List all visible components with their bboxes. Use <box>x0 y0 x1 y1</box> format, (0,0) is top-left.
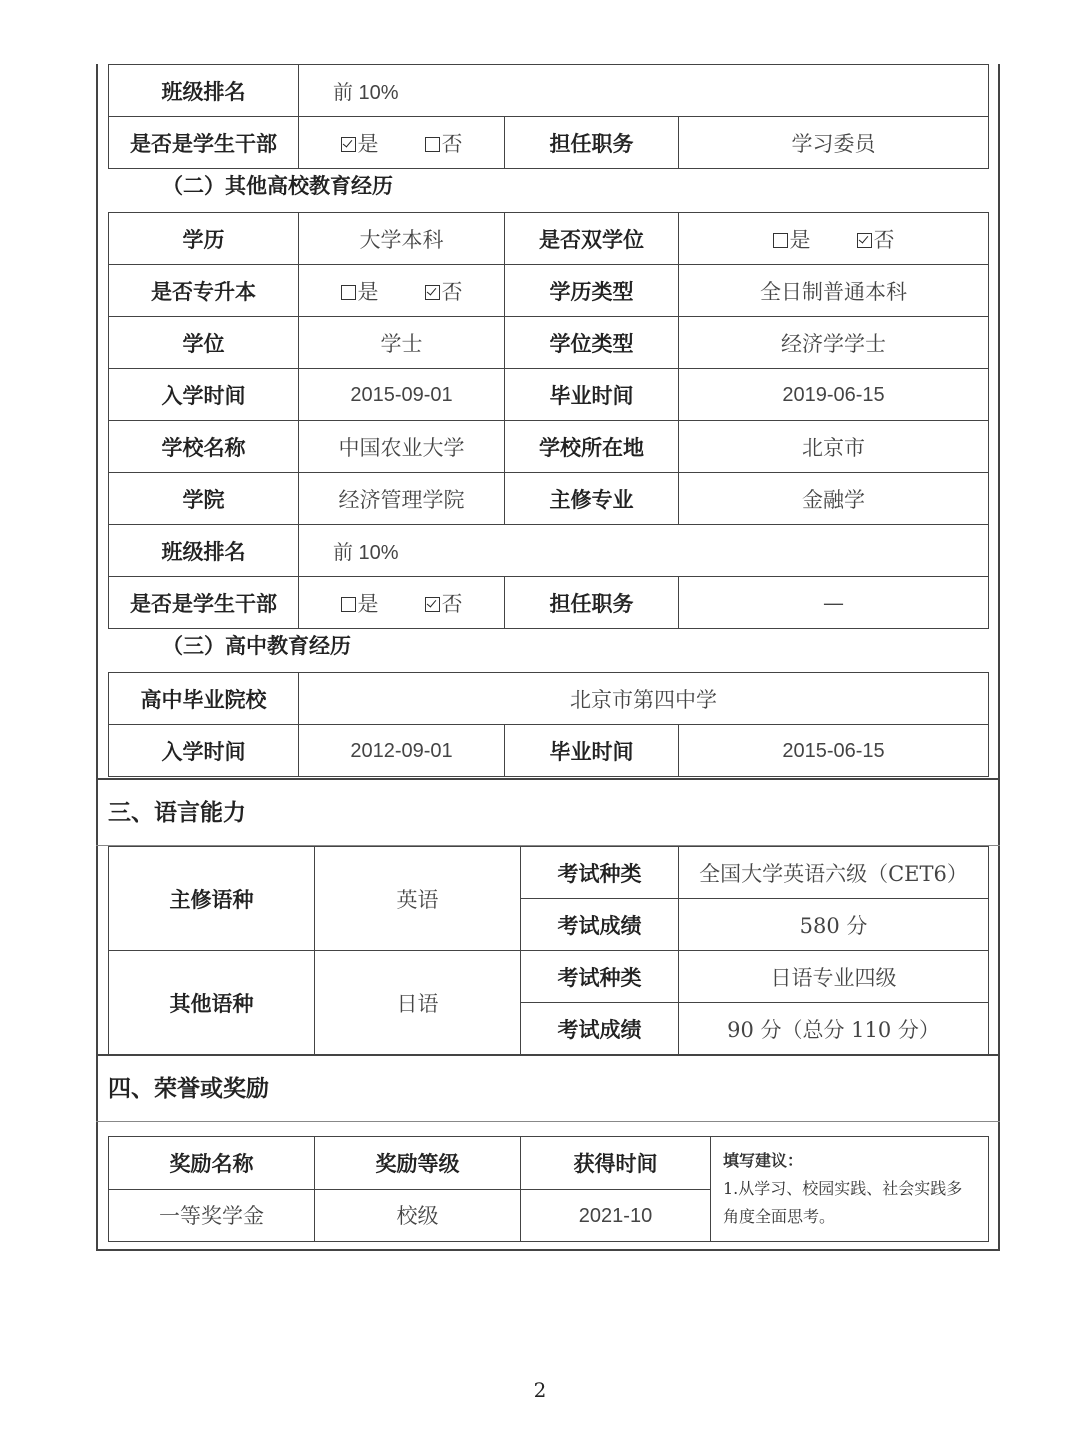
fill-tip <box>711 1137 989 1242</box>
checkbox-checked-icon[interactable] <box>857 233 872 248</box>
rank-value[interactable]: 前 10% <box>299 65 989 117</box>
hs-school-value[interactable]: 北京市第四中学 <box>299 673 989 725</box>
cadre-no-label: 否 <box>441 591 463 616</box>
upgrade-checkboxes[interactable] <box>299 265 505 317</box>
upgrade-label: 是否专升本 <box>109 265 299 317</box>
rank-value[interactable]: 前 10% <box>299 525 989 577</box>
double-no-label: 否 <box>873 227 895 252</box>
col-award-level: 奖励等级 <box>315 1137 521 1190</box>
rank-label: 班级排名 <box>109 525 299 577</box>
double-degree-label: 是否双学位 <box>505 213 679 265</box>
other-college-table <box>108 212 989 629</box>
checkbox-empty-icon[interactable] <box>341 285 356 300</box>
honors-section-header <box>96 1054 1000 1122</box>
col-award-time: 获得时间 <box>521 1137 711 1190</box>
other-lang-label: 其他语种 <box>109 951 315 1055</box>
major-label: 主修专业 <box>505 473 679 525</box>
honors-heading: 四、荣誉或奖励 <box>108 1076 269 1102</box>
enroll-label: 入学时间 <box>109 369 299 421</box>
cadre-yes-label: 是 <box>357 591 379 616</box>
other-exam-score-value[interactable]: 90 分（总分 110 分） <box>679 1003 989 1055</box>
cadre-no-label: 否 <box>441 131 463 156</box>
degree-label: 学位 <box>109 317 299 369</box>
checkbox-empty-icon[interactable] <box>341 597 356 612</box>
award-name-value[interactable]: 一等奖学金 <box>109 1189 315 1242</box>
hs-enroll-label: 入学时间 <box>109 725 299 777</box>
other-lang-value[interactable]: 日语 <box>315 951 521 1055</box>
double-degree-checkboxes[interactable] <box>679 213 989 265</box>
major-value[interactable]: 金融学 <box>679 473 989 525</box>
cadre-checkboxes[interactable] <box>299 577 505 629</box>
hs-school-label: 高中毕业院校 <box>109 673 299 725</box>
other-exam-type-value[interactable]: 日语专业四级 <box>679 951 989 1003</box>
location-value[interactable]: 北京市 <box>679 421 989 473</box>
double-yes-label: 是 <box>789 227 811 252</box>
hs-enroll-value[interactable]: 2012-09-01 <box>299 725 505 777</box>
education-table-top <box>108 64 989 169</box>
hs-grad-value[interactable]: 2015-06-15 <box>679 725 989 777</box>
position-label: 担任职务 <box>505 117 679 169</box>
grad-label: 毕业时间 <box>505 369 679 421</box>
major-exam-type-label: 考试种类 <box>521 847 679 899</box>
award-level-value[interactable]: 校级 <box>315 1189 521 1242</box>
hs-grad-label: 毕业时间 <box>505 725 679 777</box>
major-exam-score-label: 考试成绩 <box>521 899 679 951</box>
language-table <box>108 846 989 1055</box>
language-heading: 三、语言能力 <box>108 800 246 826</box>
school-label: 学校名称 <box>109 421 299 473</box>
degree-level-value[interactable]: 大学本科 <box>299 213 505 265</box>
language-section-header <box>96 778 1000 846</box>
upgrade-yes-label: 是 <box>357 279 379 304</box>
rank-label: 班级排名 <box>109 65 299 117</box>
high-school-table <box>108 672 989 777</box>
award-time-value[interactable]: 2021-10 <box>521 1189 711 1242</box>
grad-value[interactable]: 2019-06-15 <box>679 369 989 421</box>
edu-type-label: 学历类型 <box>505 265 679 317</box>
other-exam-score-label: 考试成绩 <box>521 1003 679 1055</box>
cadre-label: 是否是学生干部 <box>109 577 299 629</box>
major-lang-label: 主修语种 <box>109 847 315 951</box>
checkbox-checked-icon[interactable] <box>341 137 356 152</box>
checkbox-empty-icon[interactable] <box>425 137 440 152</box>
major-lang-value[interactable]: 英语 <box>315 847 521 951</box>
position-value[interactable]: — <box>679 577 989 629</box>
school-value[interactable]: 中国农业大学 <box>299 421 505 473</box>
other-exam-type-label: 考试种类 <box>521 951 679 1003</box>
checkbox-empty-icon[interactable] <box>773 233 788 248</box>
degree-level-label: 学历 <box>109 213 299 265</box>
honors-table <box>108 1136 989 1242</box>
degree-type-value[interactable]: 经济学学士 <box>679 317 989 369</box>
major-exam-score-value[interactable]: 580 分 <box>679 899 989 951</box>
tip-text: 1.从学习、校园实践、社会实践多角度全面思考。 <box>723 1179 963 1226</box>
tip-title: 填写建议： <box>723 1151 804 1170</box>
major-exam-type-value[interactable]: 全国大学英语六级（CET6） <box>679 847 989 899</box>
position-value[interactable]: 学习委员 <box>679 117 989 169</box>
checkbox-checked-icon[interactable] <box>425 285 440 300</box>
location-label: 学校所在地 <box>505 421 679 473</box>
position-label: 担任职务 <box>505 577 679 629</box>
college-value[interactable]: 经济管理学院 <box>299 473 505 525</box>
college-label: 学院 <box>109 473 299 525</box>
degree-type-label: 学位类型 <box>505 317 679 369</box>
other-college-heading: （二）其他高校教育经历 <box>162 174 393 198</box>
high-school-heading: （三）高中教育经历 <box>162 634 351 658</box>
cadre-yes-label: 是 <box>357 131 379 156</box>
col-award-name: 奖励名称 <box>109 1137 315 1190</box>
degree-value[interactable]: 学士 <box>299 317 505 369</box>
upgrade-no-label: 否 <box>441 279 463 304</box>
checkbox-checked-icon[interactable] <box>425 597 440 612</box>
edu-type-value[interactable]: 全日制普通本科 <box>679 265 989 317</box>
cadre-checkboxes[interactable] <box>299 117 505 169</box>
cadre-label: 是否是学生干部 <box>109 117 299 169</box>
page-number: 2 <box>533 1378 547 1402</box>
enroll-value[interactable]: 2015-09-01 <box>299 369 505 421</box>
